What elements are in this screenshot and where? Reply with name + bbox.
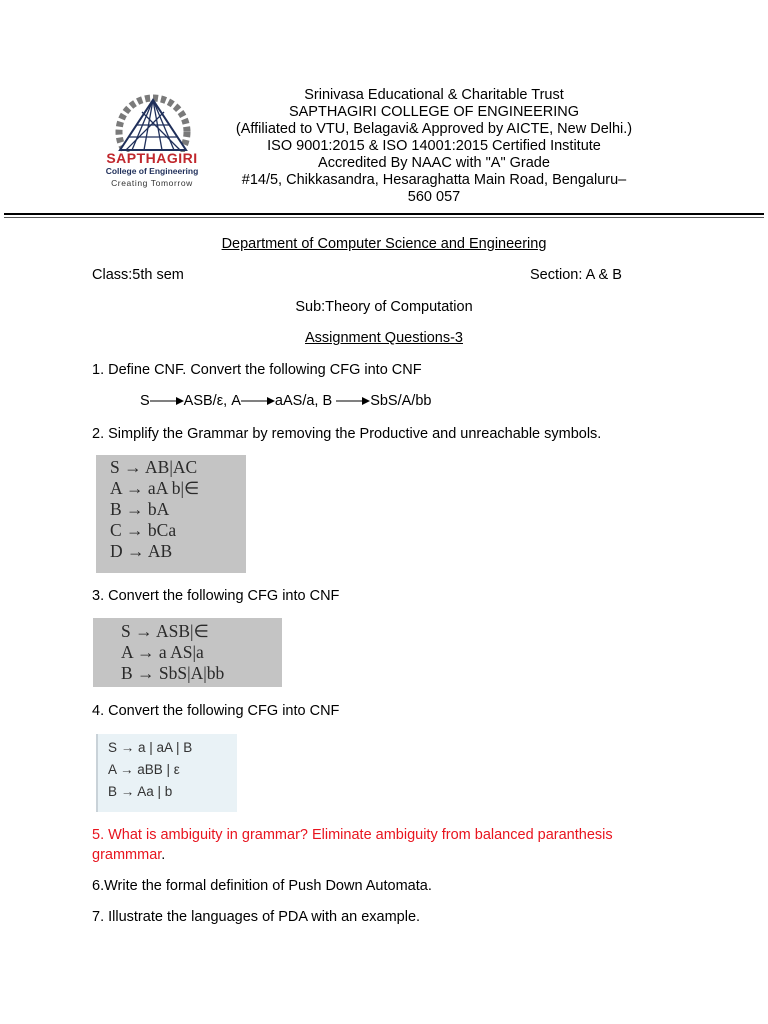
question-5: 5. What is ambiguity in grammar? Eliminate ambiguity from balanced paranthesis xyxy=(92,827,613,843)
q3-rule: B → SbS|A|bb xyxy=(121,663,225,683)
question-7: 7. Illustrate the languages of PDA with an example. xyxy=(92,909,421,925)
section-label: Section: A & B xyxy=(530,267,622,283)
logo-subtitle: College of Engineering xyxy=(105,166,199,176)
logo-name: SAPTHAGIRI xyxy=(106,150,198,166)
arrow-icon xyxy=(336,396,370,406)
q2-rule: B → bA xyxy=(110,499,170,519)
q3-rule: S → ASB|∈ xyxy=(121,621,209,641)
iso-certification: ISO 9001:2015 & ISO 14001:2015 Certified Institute xyxy=(267,138,601,154)
accreditation: Accredited By NAAC with "A" Grade xyxy=(318,155,550,171)
subject-label: Sub:Theory of Computation xyxy=(295,299,473,315)
q2-rule: D → AB xyxy=(110,541,173,561)
q1-grammar xyxy=(140,393,431,409)
arrow-icon xyxy=(241,396,275,406)
address-line-2: 560 057 xyxy=(407,189,461,205)
q3-rule: A → a AS|a xyxy=(121,642,204,662)
q1-b-productions: SbS/A/bb xyxy=(370,393,432,409)
question-3: 3. Convert the following CFG into CNF xyxy=(92,588,340,604)
header-divider xyxy=(4,213,764,215)
header-divider-thin xyxy=(4,217,764,218)
q1-s-productions: ASB/ε, A xyxy=(183,393,241,409)
department-title: Department of Computer Science and Engineering xyxy=(221,236,547,252)
trust-name: Srinivasa Educational & Charitable Trust xyxy=(304,87,564,103)
q4-grammar-image xyxy=(96,734,237,812)
question-2: 2. Simplify the Grammar by removing the Productive and unreachable symbols. xyxy=(92,426,602,442)
question-5-period: . xyxy=(161,847,166,863)
q2-rule: C → bCa xyxy=(110,520,177,540)
logo-tagline: Creating Tomorrow xyxy=(111,178,193,188)
college-name: SAPTHAGIRI COLLEGE OF ENGINEERING xyxy=(288,104,580,120)
q4-rule: S → a | aA | B xyxy=(108,740,193,755)
q1-start-symbol: S xyxy=(140,393,150,409)
q2-rule: A → aA b|∈ xyxy=(110,478,200,498)
arrow-icon xyxy=(150,396,184,406)
affiliation: (Affiliated to VTU, Belagavi& Approved by AICTE, New Delhi.) xyxy=(235,121,633,137)
question-5-cont-text: grammmar xyxy=(92,847,162,863)
question-5-continued xyxy=(92,847,165,863)
q4-rule: A → aBB | ε xyxy=(108,762,180,777)
q1-a-productions: aAS/a, B xyxy=(274,393,333,409)
q3-grammar-image xyxy=(93,618,282,687)
q4-rule: B → Aa | b xyxy=(108,784,173,799)
question-6: 6.Write the formal definition of Push Down Automata. xyxy=(92,878,432,894)
class-label: Class:5th sem xyxy=(92,267,184,283)
question-1: 1. Define CNF. Convert the following CFG into CNF xyxy=(92,362,422,378)
q2-grammar-image xyxy=(96,455,246,573)
assignment-title: Assignment Questions-3 xyxy=(305,330,463,346)
institution-header xyxy=(200,87,668,206)
question-4: 4. Convert the following CFG into CNF xyxy=(92,703,340,719)
q2-rule: S → AB|AC xyxy=(110,457,198,477)
address-line-1: #14/5, Chikkasandra, Hesaraghatta Main Road, Bengaluru– xyxy=(241,172,627,188)
